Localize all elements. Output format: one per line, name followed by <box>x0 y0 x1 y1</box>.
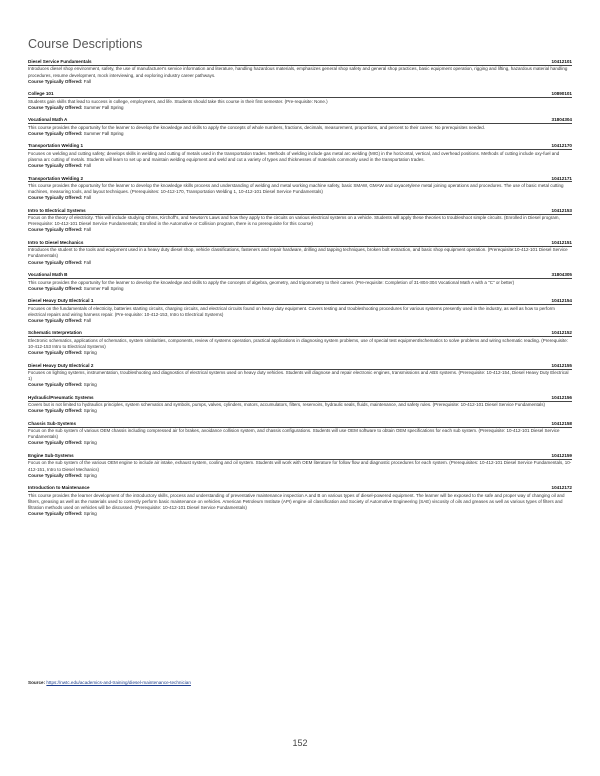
offered-label: Course Typically Offered: <box>28 440 83 446</box>
course-entry <box>28 59 572 85</box>
course-code: 10412101 <box>551 59 572 64</box>
course-header <box>28 395 572 402</box>
course-code: 10412158 <box>551 420 572 426</box>
offered-label: Course Typically Offered: <box>28 317 83 323</box>
offered-terms: Spring <box>83 408 97 414</box>
course-entry <box>28 117 572 137</box>
course-offered <box>28 195 572 201</box>
offered-terms: Spring <box>83 440 97 446</box>
course-description: Focuses on the fundamentals of electricity, batteries starting circuits, charging circuits, and electrical circuits found on heavy duty equipment. Covers testing and troubleshooting procedures for various systems presently used in the industry, as well as how to perform electrical repairs and wiring harness repair. (Pre-requisite: 10-412-153, Intro to Electrical Systems) <box>28 305 555 317</box>
offered-terms: Fall <box>83 78 91 84</box>
offered-label: Course Typically Offered: <box>28 227 83 233</box>
course-offered <box>28 163 572 169</box>
course-header <box>28 485 572 492</box>
course-entry <box>28 421 572 447</box>
course-offered <box>28 227 572 233</box>
course-header <box>28 421 572 428</box>
course-header <box>28 240 572 247</box>
course-code: 10412171 <box>551 175 572 181</box>
offered-label: Course Typically Offered: <box>28 285 83 291</box>
course-entry <box>28 453 572 479</box>
course-header <box>28 208 572 215</box>
course-code: 10412152 <box>551 330 572 336</box>
offered-label: Course Typically Offered: <box>28 259 83 265</box>
offered-label: Course Typically Offered: <box>28 510 83 516</box>
offered-terms: Spring <box>83 510 97 516</box>
page-title: Course Descriptions <box>28 37 143 51</box>
offered-terms: Fall <box>83 227 91 233</box>
offered-terms: Summer Fall Spring <box>83 285 124 291</box>
course-header <box>28 117 572 124</box>
course-entry <box>28 176 572 202</box>
course-description: Introduces diesel shop environment, safety, the use of manufacturer's service information and literature, handling hazardous materials, emphasizes general shop safety and general shop practices, basic equipment operation, rigging and lifting, hazardous material handling procedures, resume development, mock interviewing, and exploring industry career pathways. <box>28 66 568 78</box>
course-description: Electronic schematics, applications of schematics, system similarities, components, review of systems operation, practical applications in diagnosing system problems, use of special test equipment/schematics to solve problems and wiring schematic reading. (Prerequisite: 10-412-153 Intro to Electrical Systems) <box>28 337 568 349</box>
course-description: Covers but is not limited to hydraulics principles, system schematics and symbols, pumps, valves, cylinders, motors, accumulators, filters, reservoirs, hydraulic seals, fluids, maintenance, and safety rules. (Prerequisite: 10-412-101 Diesel Service Fundamentals) <box>28 402 545 408</box>
course-header <box>28 59 572 66</box>
course-code: 10412159 <box>551 453 572 459</box>
course-entry <box>28 143 572 169</box>
course-entry <box>28 208 572 234</box>
course-code: 10412151 <box>551 239 572 245</box>
course-name: Diesel Heavy Duty Electrical 1 <box>28 298 94 304</box>
course-offered <box>28 131 572 137</box>
course-entry <box>28 272 572 292</box>
offered-label: Course Typically Offered: <box>28 130 83 136</box>
course-entry <box>28 91 572 111</box>
course-name: Engine Sub-Systems <box>28 453 74 459</box>
course-description: Focus on the sub system of various OEM chassis including compressed air for brakes, avoidance collision system, and chassis configurations. Students will use OEM software to obtain OEM specifications for each sub system. (Prerequisite: 10-412-101 Diesel Service Fundamentals) <box>28 428 560 440</box>
course-description: This course provides the opportunity for the learner to develop the knowledge and skills to apply the concepts of whole numbers, fractions, decimals, measurement, proportions, and percent to their career. No prerequisites needed. <box>28 124 486 130</box>
offered-terms: Summer Fall Spring <box>83 104 124 110</box>
course-list <box>28 59 572 524</box>
course-entry <box>28 485 572 517</box>
course-code: 10890101 <box>551 91 572 97</box>
course-name: Diesel Service Fundamentals <box>28 59 92 64</box>
course-header <box>28 298 572 305</box>
course-code: 31804304 <box>551 117 572 123</box>
source-label: Source: <box>28 680 46 685</box>
offered-label: Course Typically Offered: <box>28 78 83 84</box>
course-description: Focuses on welding and cutting safety; develops skills in welding and cutting of metals used in the transportation trades. Methods of welding include gas metal arc welding (MIG) in the horizontal, vertical, and overhead positions. Methods of cutting include oxy-fuel and plasma arc cutting of metals. Students will learn to set up and maintain welding equipment and weld and cut a variety of types and thicknesses of materials commonly used in the transportation trades. <box>28 150 560 162</box>
course-entry <box>28 330 572 356</box>
offered-terms: Fall <box>83 259 91 265</box>
course-entry <box>28 240 572 266</box>
course-offered <box>28 408 572 414</box>
course-entry <box>28 363 572 389</box>
course-header <box>28 91 572 98</box>
offered-label: Course Typically Offered: <box>28 408 83 414</box>
offered-label: Course Typically Offered: <box>28 472 83 478</box>
course-offered <box>28 350 572 356</box>
offered-label: Course Typically Offered: <box>28 162 83 168</box>
offered-label: Course Typically Offered: <box>28 382 83 388</box>
course-entry <box>28 298 572 324</box>
course-header <box>28 176 572 183</box>
course-offered <box>28 318 572 324</box>
course-offered <box>28 79 572 85</box>
course-description: Students gain skills that lead to success in college, employment, and life. Students should take this course in their first semester. (Pre-requisite: None.) <box>28 98 328 104</box>
course-name: College 101 <box>28 91 54 97</box>
offered-terms: Spring <box>83 472 97 478</box>
course-description: Focus on the sub system of the various OEM engine to include air intake, exhaust system, cooling and oil system. Students will work with OEM literature for follow flow and diagnostic procedures for each system. (Prerequisites: 10-412-101 Diesel Service Fundamentals, 10-412-151, Intro to Diesel Mechanics) <box>28 460 572 472</box>
course-offered <box>28 105 572 111</box>
course-description: Introduces the student to the tools and equipment used in a heavy duty diesel shop, vehicle classifications, fasteners and repair hardware, drilling and tapping techniques, broken bolt extraction, and basic shop equipment operation. (Prerequisite:10-412-101 Diesel Service Fundamentals) <box>28 247 568 259</box>
course-entry <box>28 395 572 415</box>
course-name: Schematic Interpretation <box>28 330 82 336</box>
course-code: 31804305 <box>551 272 572 278</box>
course-code: 10412153 <box>551 207 572 213</box>
course-name: Intro to Diesel Mechanics <box>28 239 84 245</box>
course-header <box>28 363 572 370</box>
course-code: 10412170 <box>551 143 572 149</box>
offered-terms: Spring <box>83 382 97 388</box>
course-offered <box>28 473 572 479</box>
offered-terms: Fall <box>83 317 91 323</box>
page-number: 152 <box>292 738 308 748</box>
course-description: Focus on the theory of electricity. This will include studying Ohms, Kirchoff's, and Newton's Laws and how they apply to the circuits on various electrical systems on a vehicle. Students will apply these theories to troubleshoot simple circuits. (Enrolled in Diesel program, Prerequisite: 10-412-101 Diesel Service Fundamentals; Enrolled in the Automotive or Collision program, there is no prerequisite for this course) <box>28 215 560 227</box>
offered-terms: Spring <box>83 350 97 355</box>
course-code: 10412156 <box>551 394 572 400</box>
course-code: 10412154 <box>551 298 572 304</box>
source-link[interactable]: https://nwtc.edu/academics-and-training/diesel-maintenance-technician <box>46 680 191 685</box>
course-offered <box>28 511 572 517</box>
source-line <box>28 680 191 685</box>
course-description: Focuses on lighting systems, instrumentation, troubleshooting and diagnostics of electrical systems used on heavy duty vehicles. Students will diagnose and repair electronic engines, transmissions and ABS systems. (Prerequisite: 10-412-154, Diesel Heavy Duty Electrical 1) <box>28 370 569 382</box>
course-name: Introduction to Maintenance <box>28 485 90 491</box>
course-description: This course provides the opportunity for the learner to develop the knowledge skills process and understanding of welding and metal working machine safety, basic SMAW, GMAW and oxyacetylene metal joining operations and procedures. The use of basic metal cutting machines, measuring tools, and layout techniques. (Prerequisites: 10-412-170, Transportation Welding 1, 10-412-101 Diesel Service Fundamentals) <box>28 182 564 195</box>
course-description: This course provides the opportunity for the learner to develop the knowledge and skills to apply the concepts of algebra, geometry, and trigonometry to their career. (Pre-requisite: Completion of 31-804-304 Vocational Math A with a "C" or better) <box>28 279 515 285</box>
course-name: Intro to Electrical Systems <box>28 207 86 213</box>
course-offered <box>28 286 572 292</box>
course-header <box>28 330 572 337</box>
course-name: Diesel Heavy Duty Electrical 2 <box>28 362 94 368</box>
course-description: This course provides the learner development of the introductory skills, process and understanding of preventative maintenance inspection A and B on various types of diesel-powered equipment. The learner will be exposed to the safe and proper way of changing oil and filters, greasing as well as the materials used to correctly perform basic maintenance on vehicles. American Petroleum Institute (API) engine oil classification and Society of Automotive Engineering (SAE) viscosity of oils and greases as well as various types of filters and filtration methods used on vehicles will be discussed. (Prerequisite: 10-412-101 Diesel Service Fundamentals) <box>28 492 565 510</box>
course-code: 10412172 <box>551 485 572 491</box>
course-name: Transportation Welding 1 <box>28 143 84 149</box>
offered-label: Course Typically Offered: <box>28 104 83 110</box>
course-code: 10412155 <box>551 362 572 368</box>
course-name: Chassis Sub-Systems <box>28 420 76 426</box>
offered-label: Course Typically Offered: <box>28 350 83 355</box>
course-header <box>28 143 572 150</box>
course-name: Vocational Math B <box>28 272 68 278</box>
course-offered <box>28 440 572 446</box>
course-header <box>28 453 572 460</box>
offered-terms: Fall <box>83 162 91 168</box>
course-offered <box>28 382 572 388</box>
course-name: Hydraulic/Pneumatic Systems <box>28 394 94 400</box>
course-header <box>28 272 572 279</box>
course-name: Transportation Welding 2 <box>28 175 84 181</box>
offered-terms: Summer Fall Spring <box>83 130 124 136</box>
offered-label: Course Typically Offered: <box>28 195 83 201</box>
course-name: Vocational Math A <box>28 117 68 123</box>
offered-terms: Fall <box>83 195 91 201</box>
course-offered <box>28 260 572 266</box>
